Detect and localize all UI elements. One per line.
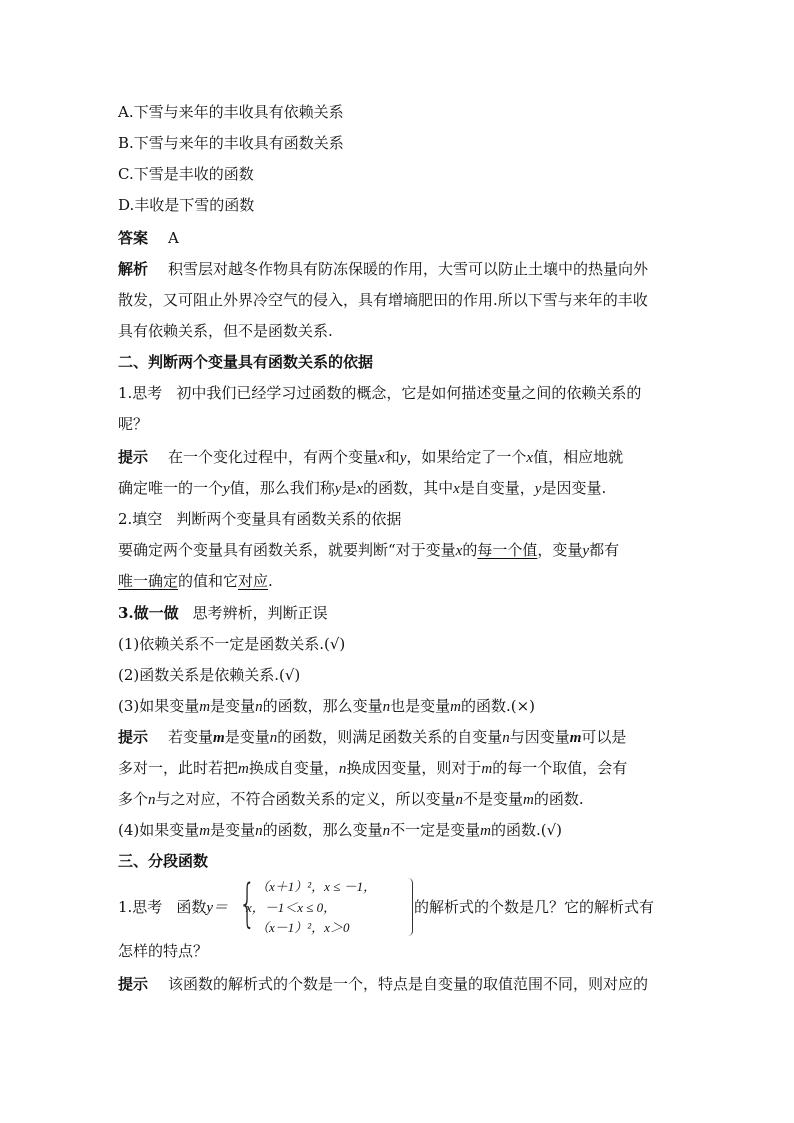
- piecewise-lead: [118, 896, 228, 917]
- hint2-text: 的函数，则满足函数关系的自变量: [277, 728, 503, 746]
- var-x: x: [356, 481, 364, 497]
- var-y: y: [334, 481, 342, 497]
- answer-label: 答案: [118, 229, 149, 247]
- piecewise-case-3: （x－1）²，x＞0: [256, 920, 350, 935]
- var-m: m: [199, 699, 211, 715]
- hint2-text: 多对一，此时若把: [118, 759, 239, 777]
- think-label: 1.思考: [118, 384, 163, 402]
- option-d: D.丰收是下雪的函数: [118, 196, 255, 214]
- think-text-1: 初中我们已经学习过函数的概念，它是如何描述变量之间的依赖关系的: [176, 384, 642, 402]
- hint-text: 是自变量，: [459, 479, 535, 497]
- think3-line-2: 怎样的特点？: [118, 942, 209, 960]
- think-line-1: [118, 383, 678, 403]
- fill-blank-3: 对应: [238, 572, 269, 590]
- think3-label: 1.思考: [118, 898, 163, 916]
- var-m: m: [569, 730, 582, 746]
- var-n: n: [502, 730, 510, 746]
- hint2-text: 多个: [118, 790, 149, 808]
- var-y: y: [534, 481, 542, 497]
- analysis-line-2: 散发，又可阻止外界冷空气的侵入，具有增墒肥田的作用.所以下雪与来年的丰收: [118, 291, 648, 309]
- answer-line: [118, 228, 678, 248]
- hint2-text: 不是变量: [463, 790, 524, 808]
- fill-label: 2.填空: [118, 510, 163, 528]
- hint3-line-1: [118, 974, 678, 994]
- hint2-text: 是变量: [224, 728, 270, 746]
- hint2-text: 换成因变量，则对于: [346, 759, 482, 777]
- var-x: x: [453, 481, 460, 497]
- hint-text: 在一个变化过程中，有两个变量: [168, 448, 379, 466]
- hint-text: 是: [341, 479, 357, 497]
- var-n: n: [148, 792, 156, 808]
- hint2-text: 的函数.: [533, 790, 584, 808]
- right-bracket: [408, 878, 409, 938]
- var-y: y: [399, 450, 407, 466]
- var-y: y: [582, 543, 590, 559]
- piecewise-case-1: （x＋1）²，x ≤ －1，: [256, 879, 377, 894]
- var-m: m: [523, 792, 534, 808]
- func-label: 函数: [176, 898, 207, 916]
- hint-text: 值，相应地就: [533, 448, 624, 466]
- hint-text: 是因变量.: [541, 479, 607, 497]
- hint-line-1: [118, 447, 678, 468]
- fill-line-2: [118, 571, 678, 591]
- option-c: C.下雪是丰收的函数: [118, 165, 254, 183]
- var-n: n: [255, 823, 263, 839]
- q-text: 的函数.(√): [490, 821, 563, 839]
- q-text: 是变量: [210, 821, 256, 839]
- y-equals: y＝: [206, 900, 228, 916]
- q-text: 的函数，那么变量: [262, 697, 383, 715]
- do-label: 3.做一做: [118, 604, 179, 622]
- var-m: m: [199, 823, 211, 839]
- hint2-text: 若变量: [168, 728, 214, 746]
- piecewise-case-2: x，－1＜x ≤ 0，: [246, 900, 337, 915]
- var-x: x: [526, 450, 534, 466]
- fill-text: 的: [462, 541, 478, 559]
- hint-text: 的函数，其中: [363, 479, 454, 497]
- var-y: y: [223, 481, 230, 497]
- analysis-line-1: [118, 259, 678, 279]
- fill-text: ，变量: [537, 541, 583, 559]
- fill-text: 要确定两个变量具有函数关系，就要判断“对于变量: [118, 541, 456, 559]
- do-title: 思考辨析，判断正误: [192, 604, 328, 622]
- var-x: x: [378, 450, 385, 466]
- var-n: n: [455, 792, 464, 808]
- hint2-text: 的每一个取值，会有: [492, 759, 628, 777]
- analysis-label: 解析: [118, 260, 149, 278]
- q-text: 也是变量: [390, 697, 451, 715]
- fill-title: 判断两个变量具有函数关系的依据: [176, 510, 402, 528]
- fill-heading: [118, 509, 678, 529]
- option-a: A.下雪与来年的丰收具有依赖关系: [118, 103, 344, 121]
- hint-label: 提示: [118, 448, 149, 466]
- hint-text: 值，那么我们称: [229, 479, 335, 497]
- fill-text: 的值和它: [178, 572, 239, 590]
- var-n: n: [382, 699, 391, 715]
- fill-blank-2: 唯一确定: [118, 572, 179, 590]
- var-n: n: [338, 761, 347, 777]
- q-text: 的函数，那么变量: [262, 821, 383, 839]
- piecewise-question: [118, 872, 718, 942]
- hint-line-2: [118, 478, 678, 499]
- piecewise-tail: 的解析式的个数是几？它的解析式有: [414, 898, 655, 916]
- var-n: n: [255, 699, 263, 715]
- question-1: (1)依赖关系不一定是函数关系.(√): [118, 635, 346, 653]
- q-text: (4)如果变量: [118, 821, 200, 839]
- var-n: n: [269, 730, 278, 746]
- hint2-line-3: [118, 789, 678, 810]
- hint2-text: 换成自变量，: [248, 759, 339, 777]
- question-2: (2)函数关系是依赖关系.(√): [118, 666, 301, 684]
- hint2-text: 可以是: [581, 728, 627, 746]
- q-text: 是变量: [210, 697, 256, 715]
- hint3-text: 该函数的解析式的个数是一个，特点是自变量的取值范围不同，则对应的: [168, 975, 649, 993]
- section2-title: 二、判断两个变量具有函数关系的依据: [118, 353, 374, 371]
- left-brace: {: [239, 874, 256, 934]
- fill-blank-1: 每一个值: [477, 541, 538, 559]
- var-m: m: [450, 699, 461, 715]
- hint-text: ，如果给定了一个: [406, 448, 527, 466]
- hint-text: 确定唯一的一个: [118, 479, 224, 497]
- question-3: [118, 696, 678, 717]
- hint3-label: 提示: [118, 975, 149, 993]
- question-4: [118, 820, 678, 841]
- hint2-line-1: [118, 727, 678, 748]
- analysis-text-1: 积雪层对越冬作物具有防冻保暖的作用，大雪可以防止土壤中的热量向外: [168, 260, 649, 278]
- do-heading: [118, 603, 678, 623]
- hint2-label: 提示: [118, 728, 149, 746]
- q-text: (3)如果变量: [118, 697, 200, 715]
- var-n: n: [382, 823, 391, 839]
- fill-line-1: [118, 540, 678, 561]
- q-text: 不一定是变量: [390, 821, 481, 839]
- answer-value: A: [168, 229, 179, 247]
- fill-text: 都有: [589, 541, 620, 559]
- q-text: 的函数.(×): [460, 697, 536, 715]
- option-b: B.下雪与来年的丰收具有函数关系: [118, 134, 344, 152]
- var-m: m: [213, 730, 225, 746]
- var-x: x: [455, 543, 463, 559]
- hint2-line-2: [118, 758, 678, 779]
- fill-text: .: [268, 572, 273, 590]
- analysis-line-3: 具有依赖关系，但不是函数关系.: [118, 322, 333, 340]
- var-m: m: [238, 761, 249, 777]
- hint-text: 和: [384, 448, 400, 466]
- section3-title: 三、分段函数: [118, 852, 209, 870]
- hint2-text: 与之对应，不符合函数关系的定义，所以变量: [155, 790, 456, 808]
- var-m: m: [481, 761, 493, 777]
- think-line-2: 呢？: [118, 415, 149, 433]
- var-m: m: [480, 823, 491, 839]
- hint2-text: 与因变量: [509, 728, 570, 746]
